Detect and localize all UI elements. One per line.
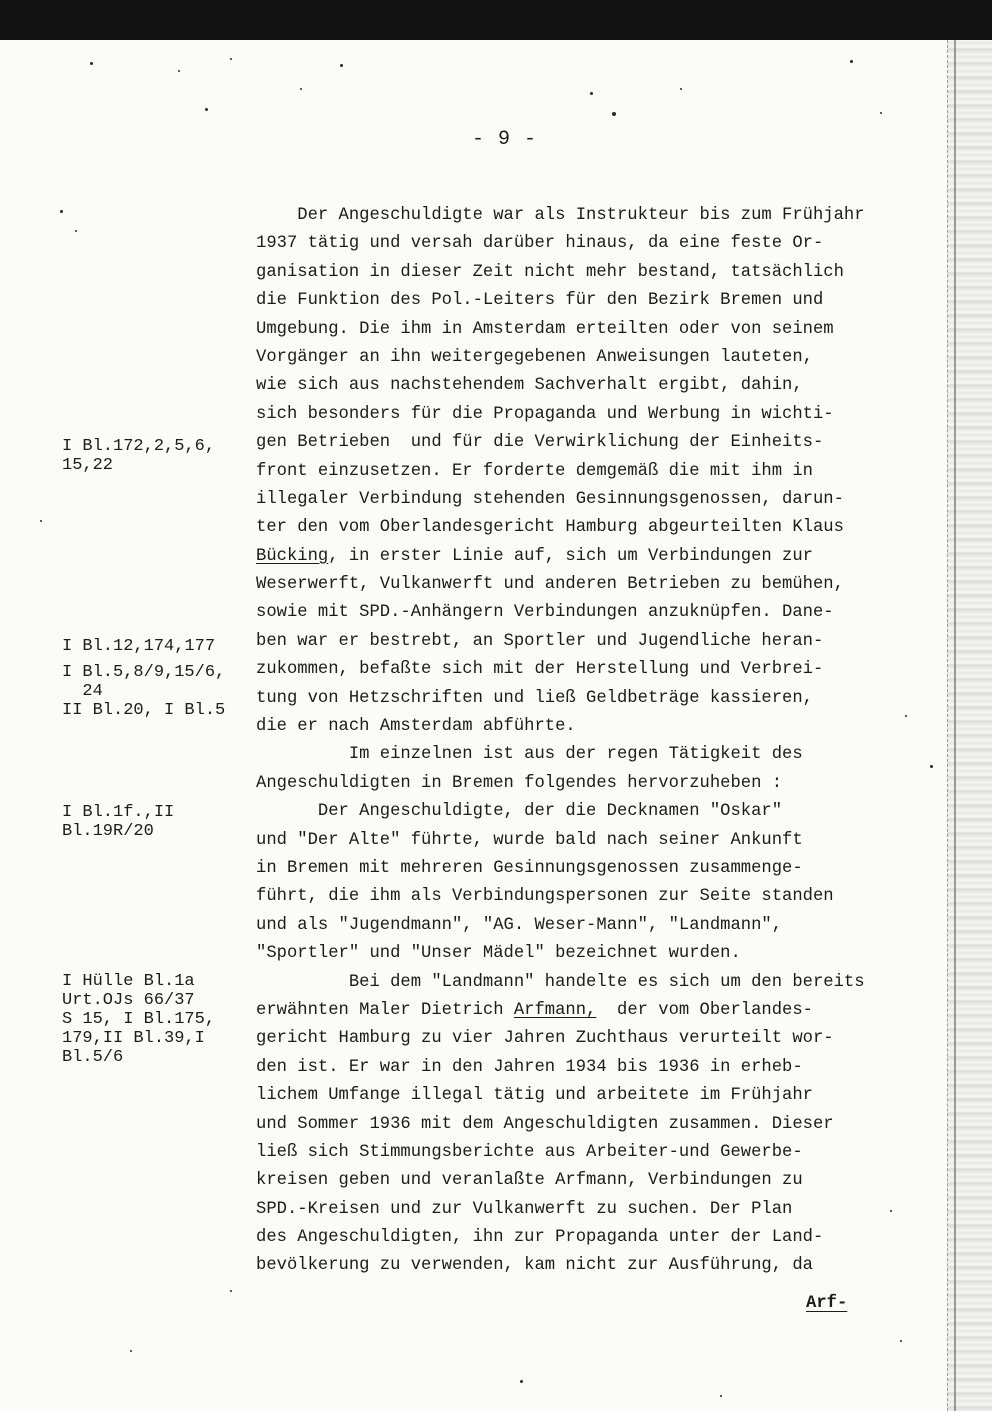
scan-top-border (0, 0, 992, 40)
text-line: Der Angeschuldigte, der die Decknamen "Oskar" (256, 802, 783, 822)
speck (720, 1395, 722, 1397)
text-line: und Sommer 1936 mit dem Angeschuldigten zusammen. Dieser (256, 1114, 834, 1134)
text-line: illegaler Verbindung stehenden Gesinnungsgenossen, darun- (256, 489, 844, 509)
speck (680, 88, 682, 90)
text-line: die Funktion des Pol.-Leiters für den Bezirk Bremen und (256, 291, 824, 311)
speck (90, 62, 93, 65)
text-line: Bücking, in erster Linie auf, sich um Verbindungen zur (256, 546, 813, 566)
text-line: SPD.-Kreisen und zur Vulkanwerft zu suchen. Der Plan (256, 1199, 793, 1219)
speck (850, 60, 853, 63)
underlined-name: Arfmann, (513, 1000, 597, 1020)
text-line: die er nach Amsterdam abführte. (256, 717, 576, 737)
text-line: Angeschuldigten in Bremen folgendes hervorzuheben : (256, 773, 783, 793)
speck (40, 520, 42, 522)
speck (178, 70, 180, 72)
body-text (256, 202, 946, 1281)
speck (900, 1340, 902, 1342)
text-line: wie sich aus nachstehendem Sachverhalt ergibt, dahin, (256, 376, 803, 396)
speck (890, 1210, 892, 1212)
margin-line: I Hülle Bl.1a (62, 972, 195, 991)
margin-line: Bl.5/6 (62, 1048, 124, 1067)
speck (905, 715, 907, 717)
text-line: kreisen geben und veranlaßte Arfmann, Verbindungen zu (256, 1171, 803, 1191)
text-line: Weserwerft, Vulkanwerft und anderen Betrieben zu bemühen, (256, 575, 844, 595)
speck (230, 58, 232, 60)
speck (590, 92, 593, 95)
text-line: erwähnten Maler Dietrich Arfmann, der vom Oberlandes- (256, 1000, 813, 1020)
margin-reference-2 (62, 637, 252, 656)
margin-line: 179,II Bl.39,I (62, 1029, 205, 1048)
margin-line: Bl.19R/20 (62, 822, 154, 841)
text-line: tung von Hetzschriften und ließ Geldbeträge kassieren, (256, 688, 813, 708)
text-line: "Sportler" und "Unser Mädel" bezeichnet wurden. (256, 944, 741, 964)
text-line: ganisation in dieser Zeit nicht mehr bestand, tatsächlich (256, 262, 844, 282)
text-line: 1937 tätig und versah darüber hinaus, da eine feste Or- (256, 234, 824, 254)
margin-reference-1 (62, 437, 252, 475)
text-line: lichem Umfange illegal tätig und arbeitete im Frühjahr (256, 1086, 813, 1106)
margin-reference-5 (62, 972, 252, 1067)
text-line: Im einzelnen ist aus der regen Tätigkeit des (256, 745, 803, 765)
speck (205, 108, 208, 111)
speck (75, 230, 77, 232)
speck (300, 88, 302, 90)
speck (930, 765, 933, 768)
speck (340, 64, 343, 67)
text-line: Bei dem "Landmann" handelte es sich um den bereits (256, 972, 865, 992)
text-line: und "Der Alte" führte, wurde bald nach seiner Ankunft (256, 830, 803, 850)
text-line: ließ sich Stimmungsberichte aus Arbeiter-und Gewerbe- (256, 1142, 803, 1162)
text-line: und als "Jugendmann", "AG. Weser-Mann", "Landmann", (256, 915, 783, 935)
speck (880, 112, 882, 114)
text-line: führt, die ihm als Verbindungspersonen zur Seite standen (256, 887, 834, 907)
scan-edge-line (954, 40, 956, 1411)
margin-line: 15,22 (62, 456, 114, 475)
margin-line: I Bl.5,8/9,15/6, (62, 663, 226, 682)
margin-line: I Bl.12,174,177 (62, 637, 216, 656)
speck (130, 1350, 132, 1352)
text-line: sich besonders für die Propaganda und Werbung in wichti- (256, 404, 834, 424)
margin-line: I Bl.1f.,II (62, 803, 175, 822)
margin-line: I Bl.172,2,5,6, (62, 437, 216, 456)
text-line: Vorgänger an ihn weitergegebenen Anweisungen lauteten, (256, 347, 813, 367)
text-line: ben war er bestrebt, an Sportler und Jugendliche heran- (256, 631, 824, 651)
text-line: gen Betrieben und für die Verwirklichung der Einheits- (256, 433, 824, 453)
margin-reference-3 (62, 663, 252, 720)
speck (520, 1380, 523, 1383)
margin-line: Urt.OJs 66/37 (62, 991, 195, 1010)
page-number: - 9 - (472, 128, 538, 151)
margin-reference-4 (62, 803, 252, 841)
text-line: bevölkerung zu verwenden, kam nicht zur Ausführung, da (256, 1256, 813, 1276)
underlined-name: Bücking (256, 546, 329, 566)
text-line: Umgebung. Die ihm in Amsterdam erteilten oder von seinem (256, 319, 834, 339)
text-line: des Angeschuldigten, ihn zur Propaganda unter der Land- (256, 1228, 824, 1248)
text-line: zukommen, befaßte sich mit der Herstellung und Verbrei- (256, 660, 824, 680)
margin-line: 24 (62, 682, 103, 701)
speck (612, 112, 616, 116)
text-line: sowie mit SPD.-Anhängern Verbindungen anzuknüpfen. Dane- (256, 603, 834, 623)
text-line: front einzusetzen. Er forderte demgemäß die mit ihm in (256, 461, 813, 481)
text-line: ter den vom Oberlandesgericht Hamburg abgeurteilten Klaus (256, 518, 844, 538)
text-line: in Bremen mit mehreren Gesinnungsgenossen zusammenge- (256, 858, 803, 878)
speck (230, 1290, 232, 1292)
continuation-word: Arf- (806, 1294, 848, 1313)
margin-line: S 15, I Bl.175, (62, 1010, 216, 1029)
text-line: gericht Hamburg zu vier Jahren Zuchthaus verurteilt wor- (256, 1029, 834, 1049)
text-line: den ist. Er war in den Jahren 1934 bis 1936 in erheb- (256, 1057, 803, 1077)
speck (60, 210, 63, 213)
text-line: Der Angeschuldigte war als Instrukteur bis zum Frühjahr (256, 206, 865, 225)
margin-line: II Bl.20, I Bl.5 (62, 701, 226, 720)
